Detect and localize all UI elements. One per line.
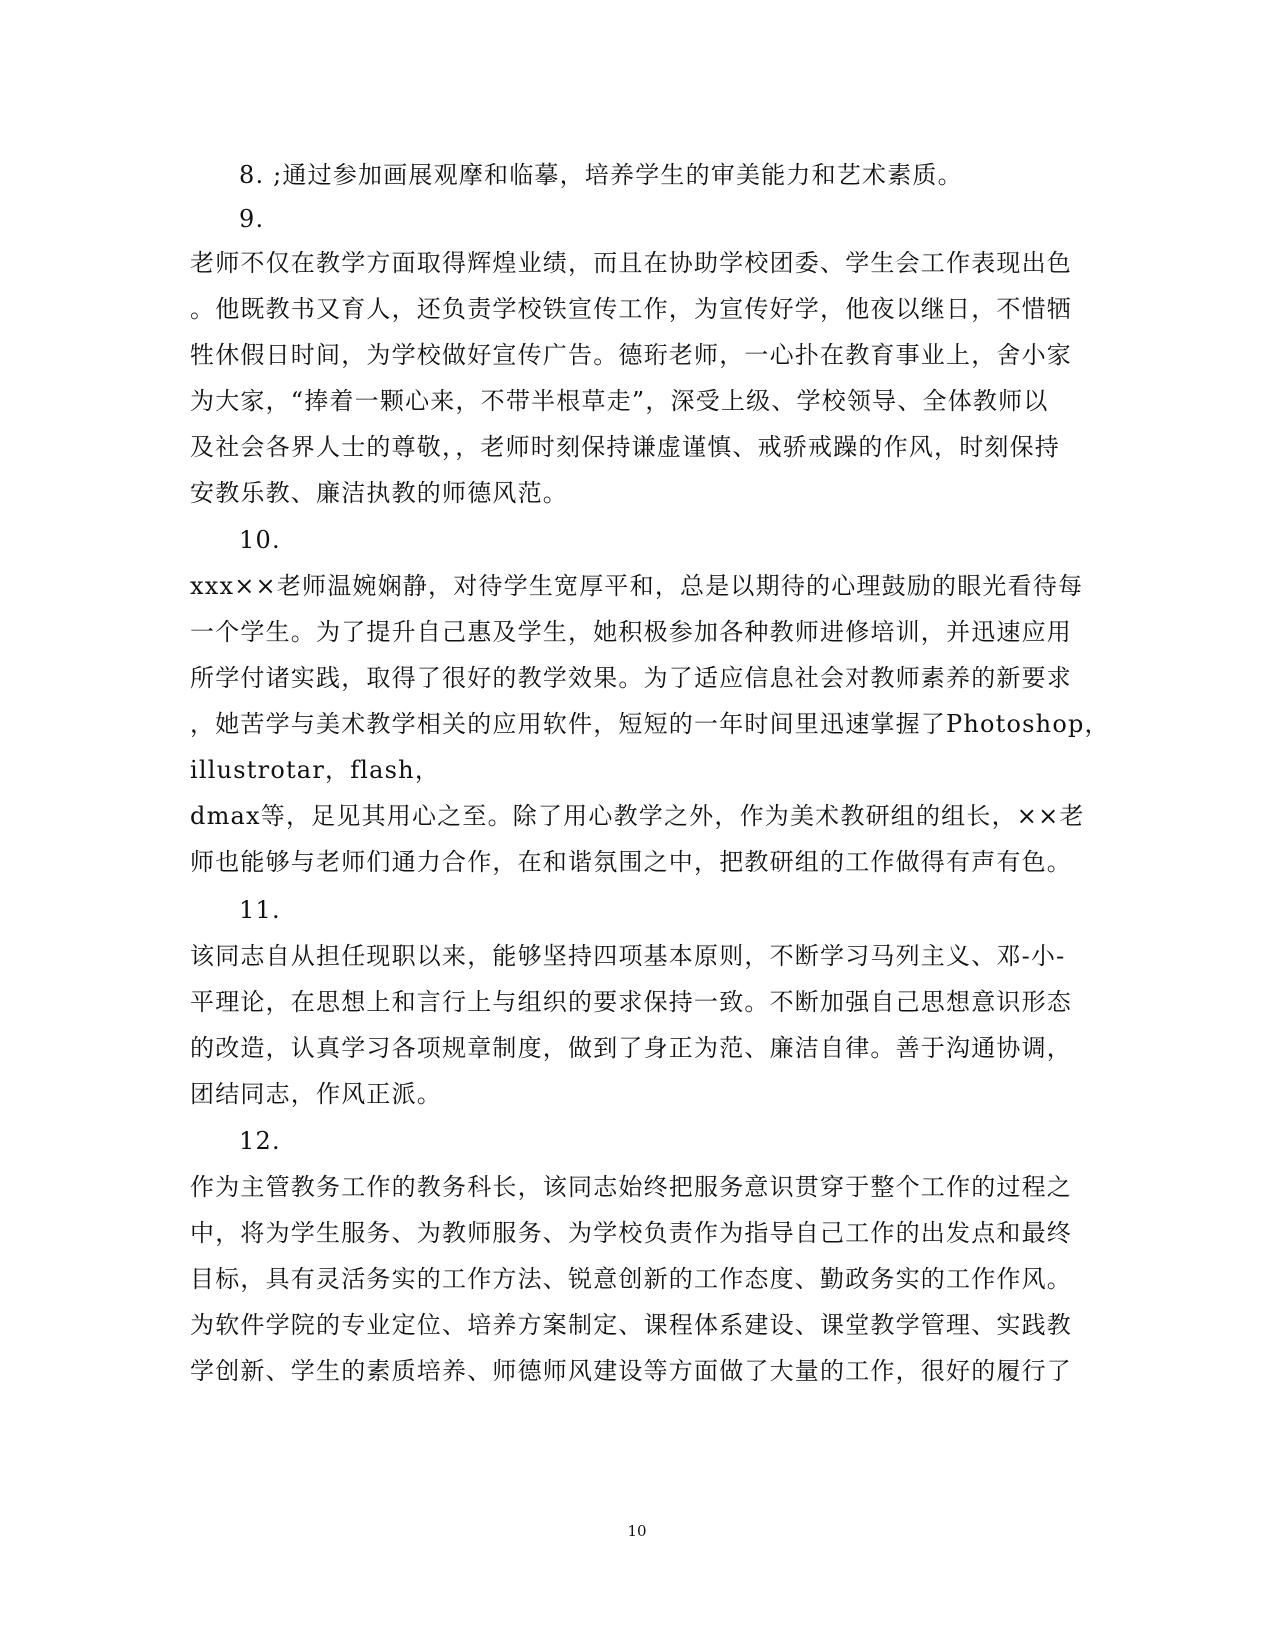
- paragraph-line: 的改造，认真学习各项规章制度，做到了身正为范、廉洁自律。善于沟通协调，: [190, 1034, 1072, 1062]
- list-item-number-8: 8. ;通过参加画展观摩和临摹，培养学生的审美能力和艺术素质。: [239, 161, 963, 189]
- paragraph-line: ，她苦学与美术教学相关的应用软件，短短的一年时间里迅速掌握了Photoshop，: [190, 710, 1110, 738]
- paragraph-line: 团结同志，作风正派。: [190, 1080, 442, 1108]
- paragraph-line: 学创新、学生的素质培养、师德师风建设等方面做了大量的工作，很好的履行了: [190, 1357, 1072, 1385]
- paragraph-line: 为软件学院的专业定位、培养方案制定、课程体系建设、课堂教学管理、实践教: [190, 1311, 1072, 1339]
- paragraph-line: illustrotar，flash，: [190, 756, 441, 784]
- list-item-number-11: 11.: [239, 896, 281, 924]
- paragraph-line: xxx××老师温婉娴静，对待学生宽厚平和，总是以期待的心理鼓励的眼光看待每: [190, 572, 1084, 600]
- paragraph-line: 中，将为学生服务、为教师服务、为学校负责作为指导自己工作的出发点和最终: [190, 1219, 1072, 1247]
- paragraph-line: dmax等，足见其用心之至。除了用心教学之外，作为美术教研组的组长，××老: [190, 802, 1085, 830]
- paragraph-line: 师也能够与老师们通力合作，在和谐氛围之中，把教研组的工作做得有声有色。: [190, 848, 1072, 876]
- paragraph-line: 及社会各界人士的尊敬，，老师时刻保持谦虚谨慎、戒骄戒躁的作风，时刻保持: [190, 433, 1060, 461]
- paragraph-line: 作为主管教务工作的教务科长，该同志始终把服务意识贯穿于整个工作的过程之: [190, 1173, 1072, 1201]
- paragraph-line: 一个学生。为了提升自己惠及学生，她积极参加各种教师进修培训，并迅速应用: [190, 618, 1072, 646]
- page-number: 10: [627, 1522, 647, 1540]
- paragraph-line: 牲休假日时间，为学校做好宣传广告。德珩老师，一心扑在教育事业上，舍小家: [190, 341, 1072, 369]
- paragraph-line: 所学付诸实践，取得了很好的教学效果。为了适应信息社会对教师素养的新要求: [190, 664, 1072, 692]
- paragraph-line: 老师不仅在教学方面取得辉煌业绩，而且在协助学校团委、学生会工作表现出色: [190, 249, 1072, 277]
- paragraph-line: 安教乐教、廉洁执教的师德风范。: [190, 479, 568, 507]
- paragraph-line: 平理论，在思想上和言行上与组织的要求保持一致。不断加强自己思想意识形态: [190, 988, 1072, 1016]
- paragraph-line: 。他既教书又育人，还负责学校铁宣传工作，为宣传好学，他夜以继日，不惜牺: [190, 295, 1072, 323]
- paragraph-line: 该同志自从担任现职以来，能够坚持四项基本原则，不断学习马列主义、邓-小-: [190, 942, 1066, 970]
- list-item-number-10: 10.: [239, 526, 281, 554]
- list-item-number-9: 9.: [239, 205, 265, 233]
- paragraph-line: 为大家，“捧着一颗心来，不带半根草走”，深受上级、学校领导、全体教师以: [190, 387, 1049, 415]
- list-item-number-12: 12.: [239, 1127, 281, 1155]
- paragraph-line: 目标，具有灵活务实的工作方法、锐意创新的工作态度、勤政务实的工作作风。: [190, 1265, 1072, 1293]
